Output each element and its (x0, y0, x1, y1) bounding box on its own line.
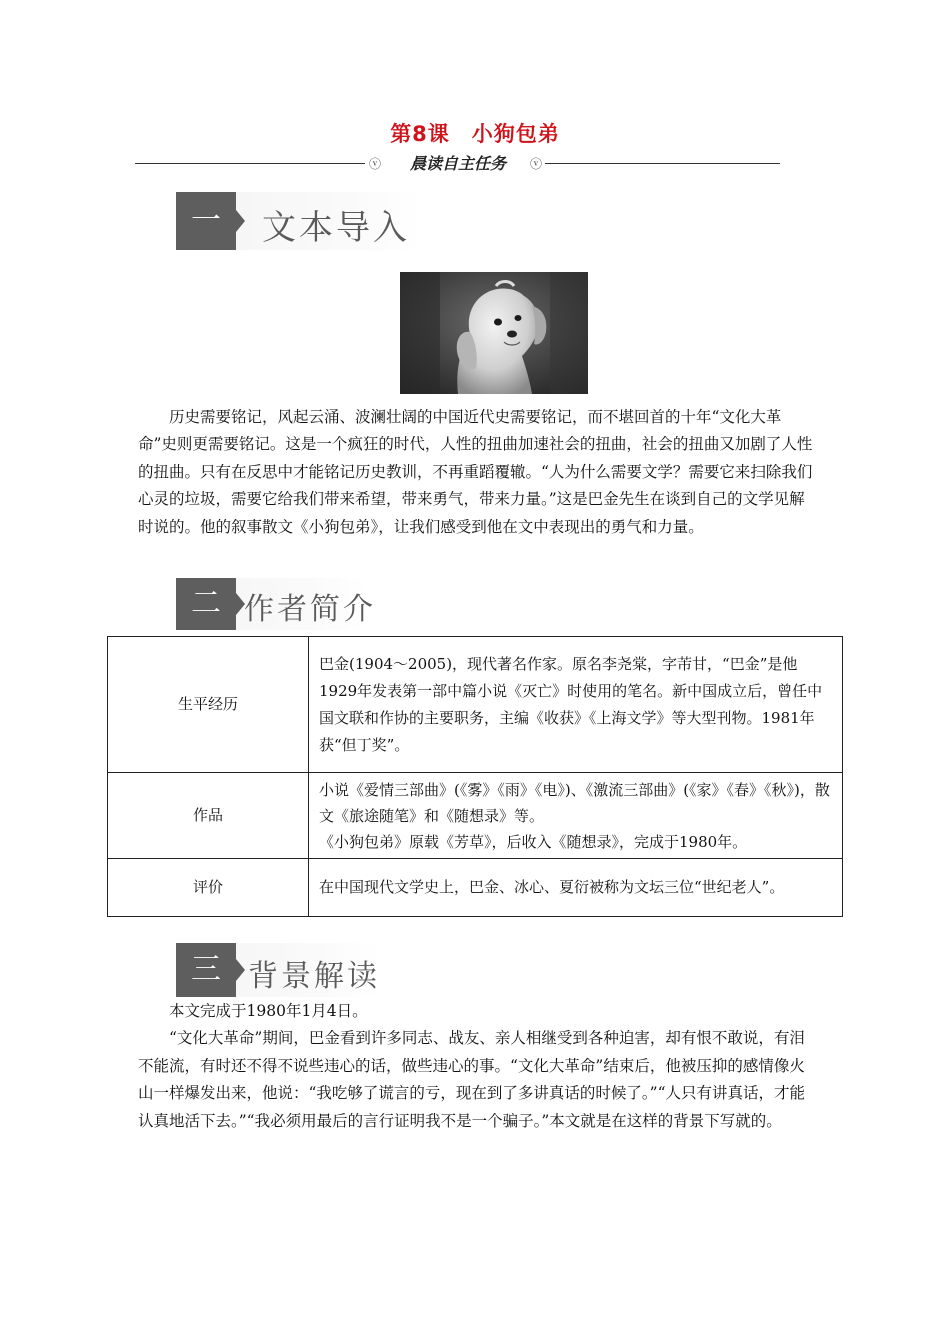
section-arrow-icon (236, 959, 245, 981)
section-title: 作者简介 (244, 592, 376, 627)
author-info-table (107, 636, 843, 917)
table-row (108, 637, 843, 773)
banner-divider-left (135, 163, 365, 164)
dog-photo (400, 272, 588, 394)
background-paragraph: “文化大革命”期间，巴金看到许多同志、战友、亲人相继受到各种迫害，却有恨不敢说，有泪不能流，有时还不得不说些违心的话，做些违心的事。“文化大革命”结束后，他被压抑的感情像火山一样爆发出来，他说：“我吃够了谎言的亏，现在到了多讲真话的时候了。”“人只有讲真话，才能认真地活下去。”“我必须用最后的言行证明我不是一个骗子。”本文就是在这样的背景下写就的。 (138, 1029, 806, 1130)
section-number-box (176, 943, 236, 997)
section-arrow-icon (236, 210, 245, 232)
section-number: 三 (191, 952, 221, 987)
table-row (108, 859, 843, 917)
section-number-box (176, 192, 236, 250)
section-number: 二 (191, 586, 221, 621)
section-title: 背景解读 (248, 959, 380, 994)
table-row-content: 在中国现代文学史上，巴金、冰心、夏衍被称为文坛三位“世纪老人”。 (309, 859, 843, 917)
banner-ornament-right-icon: ⓥ (530, 157, 543, 171)
table-row-label: 评价 (108, 859, 309, 917)
banner-divider-right (545, 163, 780, 164)
table-row-content-cell (309, 773, 843, 859)
section-title: 文本导入 (262, 208, 410, 248)
table-row-label: 作品 (108, 773, 309, 859)
table-row-content: 巴金(1904～2005)，现代著名作家。原名李尧棠，字芾甘，“巴金”是他1929年发表第一部中篇小说《灭亡》时使用的笔名。新中国成立后，曾任中国文联和作协的主要职务，主编《收获》《上海文学》等大型刊物。1981年获“但丁奖”。 (309, 637, 843, 773)
section-header-background (176, 943, 380, 997)
section-number: 一 (191, 203, 221, 238)
banner-label: 晨读自主任务 (409, 154, 506, 173)
table-row-label: 生平经历 (108, 637, 309, 773)
background-text (138, 998, 814, 1135)
table-row (108, 773, 843, 859)
section-header-intro (176, 192, 422, 250)
section-header-author (176, 578, 376, 630)
banner-ornament-left-icon: ⓥ (369, 157, 382, 171)
table-row-content: 小说《爱情三部曲》(《雾》《雨》《电》)、《激流三部曲》(《家》《春》《秋》)，散文《旅途随笔》和《随想录》等。 (319, 780, 830, 825)
lesson-title: 第8课 小狗包弟 (390, 122, 560, 146)
section-number-box (176, 578, 236, 630)
intro-text (138, 404, 814, 541)
intro-paragraph: 历史需要铭记，风起云涌、波澜壮阔的中国近代史需要铭记，而不堪回首的十年“文化大革命”史则更需要铭记。这是一个疯狂的时代，人性的扭曲加速社会的扭曲，社会的扭曲又加剧了人性的扭曲。只有在反思中才能铭记历史教训，不再重蹈覆辙。“人为什么需要文学？需要它来扫除我们心灵的垃圾，需要它给我们带来希望，带来勇气，带来力量。”这是巴金先生在谈到自己的文学见解时说的。他的叙事散文《小狗包弟》，让我们感受到他在文中表现出的勇气和力量。 (138, 408, 813, 536)
background-date-line: 本文完成于1980年1月4日。 (169, 1002, 368, 1020)
table-row-content-extra: 《小狗包弟》原载《芳草》，后收入《随想录》，完成于1980年。 (319, 832, 748, 851)
